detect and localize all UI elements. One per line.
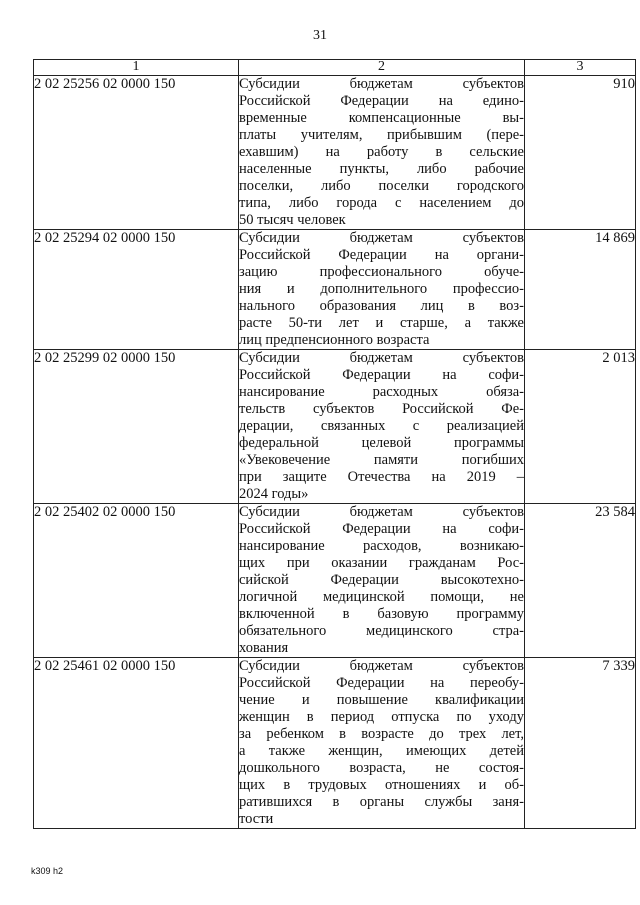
description-line: Субсидии бюджетам субъектов [239, 230, 524, 246]
table-row [34, 350, 636, 504]
description-line: обязательного медицинского стра- [239, 623, 524, 639]
description-line: платы учителям, прибывшим (пере- [239, 127, 524, 143]
description-line: тельств субъектов Российской Фе- [239, 401, 524, 417]
description-line: щих при оказании гражданам Рос- [239, 555, 524, 571]
page-number: 31 [313, 28, 327, 43]
column-header-2: 2 [239, 60, 525, 76]
table-row [34, 230, 636, 350]
description-line: Российской Федерации на едино- [239, 93, 524, 109]
description-line: расте 50-ти лет и старше, а также [239, 315, 524, 331]
description-line: нального образования лиц в воз- [239, 298, 524, 314]
income-description [239, 504, 525, 658]
amount-value: 23 584 [525, 504, 636, 658]
description-line: Субсидии бюджетам субъектов [239, 658, 524, 674]
description-line: ния и дополнительного профессио- [239, 281, 524, 297]
description-line: Российской Федерации на переобу- [239, 675, 524, 691]
classification-code: 2 02 25299 02 0000 150 [34, 350, 239, 504]
classification-code: 2 02 25402 02 0000 150 [34, 504, 239, 658]
table-row [34, 76, 636, 230]
description-line: при защите Отечества на 2019 – [239, 469, 524, 485]
description-line: федеральной целевой программы [239, 435, 524, 451]
description-line: дошкольного возраста, не состоя- [239, 760, 524, 776]
description-line: нансирование расходных обяза- [239, 384, 524, 400]
description-line: Российской Федерации на органи- [239, 247, 524, 263]
description-line: Российской Федерации на софи- [239, 521, 524, 537]
description-line: Субсидии бюджетам субъектов [239, 76, 524, 92]
description-line: за ребенком в возрасте до трех лет, [239, 726, 524, 742]
description-line: Субсидии бюджетам субъектов [239, 350, 524, 366]
description-line: логичной медицинской помощи, не [239, 589, 524, 605]
description-line: а также женщин, имеющих детей [239, 743, 524, 759]
description-line: ехавшим) на работу в сельские [239, 144, 524, 160]
description-line: хования [239, 640, 289, 656]
description-line: лиц предпенсионного возраста [239, 332, 430, 348]
income-description [239, 350, 525, 504]
description-line: женщин в период отпуска по уходу [239, 709, 524, 725]
description-line: тости [239, 811, 274, 827]
description-line: зацию профессионального обуче- [239, 264, 524, 280]
description-line: сийской Федерации высокотехно- [239, 572, 524, 588]
description-line: Субсидии бюджетам субъектов [239, 504, 524, 520]
description-line: населенные пункты, либо рабочие [239, 161, 524, 177]
table-row [34, 658, 636, 829]
footer-code: k309 h2 [31, 866, 64, 876]
table-body [34, 76, 636, 829]
classification-code: 2 02 25256 02 0000 150 [34, 76, 239, 230]
classification-code: 2 02 25294 02 0000 150 [34, 230, 239, 350]
income-description [239, 230, 525, 350]
table-row [34, 504, 636, 658]
budget-table [33, 59, 636, 829]
income-description [239, 658, 525, 829]
description-line: нансирование расходов, возникаю- [239, 538, 524, 554]
table-header [34, 60, 636, 76]
description-line: чение и повышение квалификации [239, 692, 524, 708]
amount-value: 14 869 [525, 230, 636, 350]
description-line: «Увековечение памяти погибших [239, 452, 524, 468]
description-line: 50 тысяч человек [239, 212, 346, 228]
description-line: поселки, либо поселки городского [239, 178, 524, 194]
column-header-3: 3 [525, 60, 636, 76]
description-line: Российской Федерации на софи- [239, 367, 524, 383]
column-header-1: 1 [34, 60, 239, 76]
description-line: дерации, связанных с реализацией [239, 418, 524, 434]
income-description [239, 76, 525, 230]
amount-value: 910 [525, 76, 636, 230]
amount-value: 7 339 [525, 658, 636, 829]
classification-code: 2 02 25461 02 0000 150 [34, 658, 239, 829]
amount-value: 2 013 [525, 350, 636, 504]
description-line: 2024 годы» [239, 486, 309, 502]
description-line: включенной в базовую программу [239, 606, 524, 622]
description-line: ратившихся в органы службы заня- [239, 794, 524, 810]
description-line: щих в трудовых отношениях и об- [239, 777, 524, 793]
description-line: типа, либо города с населением до [239, 195, 524, 211]
description-line: временные компенсационные вы- [239, 110, 524, 126]
